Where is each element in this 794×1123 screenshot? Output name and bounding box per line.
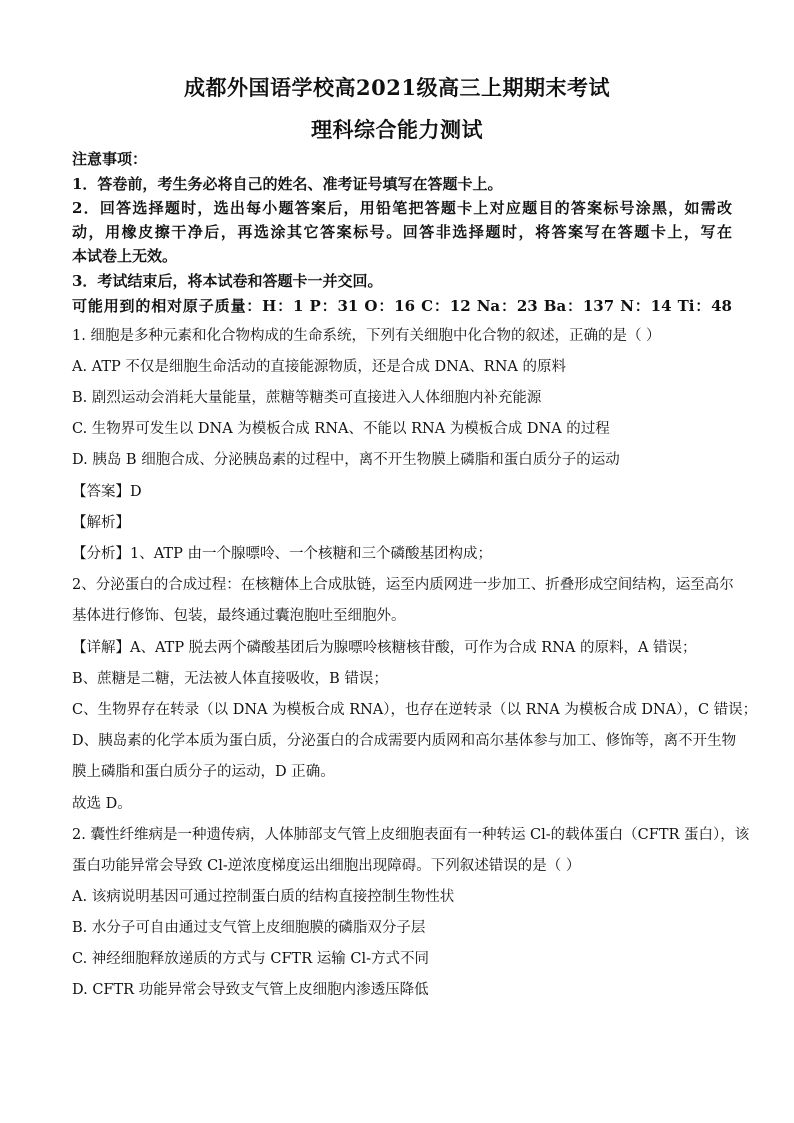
question-2-option-a: A. 该病说明基因可通过控制蛋白质的结构直接控制生物性状 <box>72 889 455 905</box>
question-1-option-c: C. 生物界可发生以 DNA 为模板合成 RNA、不能以 RNA 为模板合成 DNA 的过程 <box>72 421 610 437</box>
question-1-option-a: A. ATP 不仅是细胞生命活动的直接能源物质，还是合成 DNA、RNA 的原料 <box>72 359 566 375</box>
exam-subtitle: 理科综合能力测试 <box>311 117 483 142</box>
question-1-detail-d-line-1: D、胰岛素的化学本质为蛋白质，分泌蛋白的合成需要内质网和高尔基体参与加工、修饰等，离不开生物 <box>72 733 737 749</box>
question-1-option-d: D. 胰岛 B 细胞合成、分泌胰岛素的过程中，离不开生物膜上磷脂和蛋白质分子的运动 <box>72 452 620 468</box>
question-2-stem-line-1: 2. 囊性纤维病是一种遗传病，人体肺部支气管上皮细胞表面有一种转运 Cl-的载体蛋白（CFTR 蛋白），该 <box>72 827 750 843</box>
question-1-option-b: B. 剧烈运动会消耗大量能量，蔗糖等糖类可直接进入人体细胞内补充能源 <box>72 390 542 406</box>
notice-item-2-line-1: 2．回答选择题时，选出每小题答案后，用铅笔把答题卡上对应题目的答案标号涂黑，如需改 <box>72 199 732 217</box>
question-1-analysis-2a: 2、分泌蛋白的合成过程：在核糖体上合成肽链，运至内质网进一步加工、折叠形成空间结构，运至高尔 <box>72 577 734 593</box>
question-1-detail-d-line-2: 膜上磷脂和蛋白质分子的运动，D 正确。 <box>72 764 335 780</box>
question-1-analysis-label: 【解析】 <box>72 515 130 531</box>
exam-title: 成都外国语学校高2021级高三上期期末考试 <box>184 75 610 100</box>
question-1-answer: 【答案】D <box>72 484 142 500</box>
question-2-option-c: C. 神经细胞释放递质的方式与 CFTR 运输 Cl-方式不同 <box>72 951 429 967</box>
atomic-masses: 可能用到的相对原子质量：H：1 P：31 O：16 C：12 Na：23 Ba：137 N：14 Ti：48 <box>72 297 732 315</box>
question-1-detail-c: C、生物界存在转录（以 DNA 为模板合成 RNA），也存在逆转录（以 RNA 为模板合成 DNA），C 错误； <box>72 702 758 718</box>
question-1-analysis-2b: 基体进行修饰、包装，最终通过囊泡胞吐至细胞外。 <box>72 608 406 624</box>
notice-heading: 注意事项： <box>72 150 148 168</box>
question-2-stem-line-2: 蛋白功能异常会导致 Cl-逆浓度梯度运出细胞出现障碍。下列叙述错误的是（ ） <box>72 858 581 874</box>
question-1-detail-b: B、蔗糖是二糖，无法被人体直接吸收，B 错误； <box>72 671 388 687</box>
notice-item-2-line-3: 本试卷上无效。 <box>72 247 178 265</box>
question-2-option-b: B. 水分子可自由通过支气管上皮细胞膜的磷脂双分子层 <box>72 920 426 936</box>
question-1-analysis-1: 【分析】1、ATP 由一个腺嘌呤、一个核糖和三个磷酸基团构成； <box>72 546 492 562</box>
question-1-detail-a: 【详解】A、ATP 脱去两个磷酸基团后为腺嘌呤核糖核苷酸，可作为合成 RNA 的原料，A 错误； <box>72 640 697 656</box>
question-1-stem: 1. 细胞是多种元素和化合物构成的生命系统，下列有关细胞中化合物的叙述，正确的是（ ） <box>72 328 661 344</box>
question-1-conclusion: 故选 D。 <box>72 796 132 812</box>
question-2-option-d: D. CFTR 功能异常会导致支气管上皮细胞内渗透压降低 <box>72 982 429 998</box>
notice-item-1: 1．答卷前，考生务必将自己的姓名、准考证号填写在答题卡上。 <box>72 175 503 193</box>
notice-item-2-line-2: 动，用橡皮擦干净后，再选涂其它答案标号。回答非选择题时，将答案写在答题卡上，写在 <box>72 223 732 241</box>
notice-item-3: 3．考试结束后，将本试卷和答题卡一并交回。 <box>72 272 383 290</box>
